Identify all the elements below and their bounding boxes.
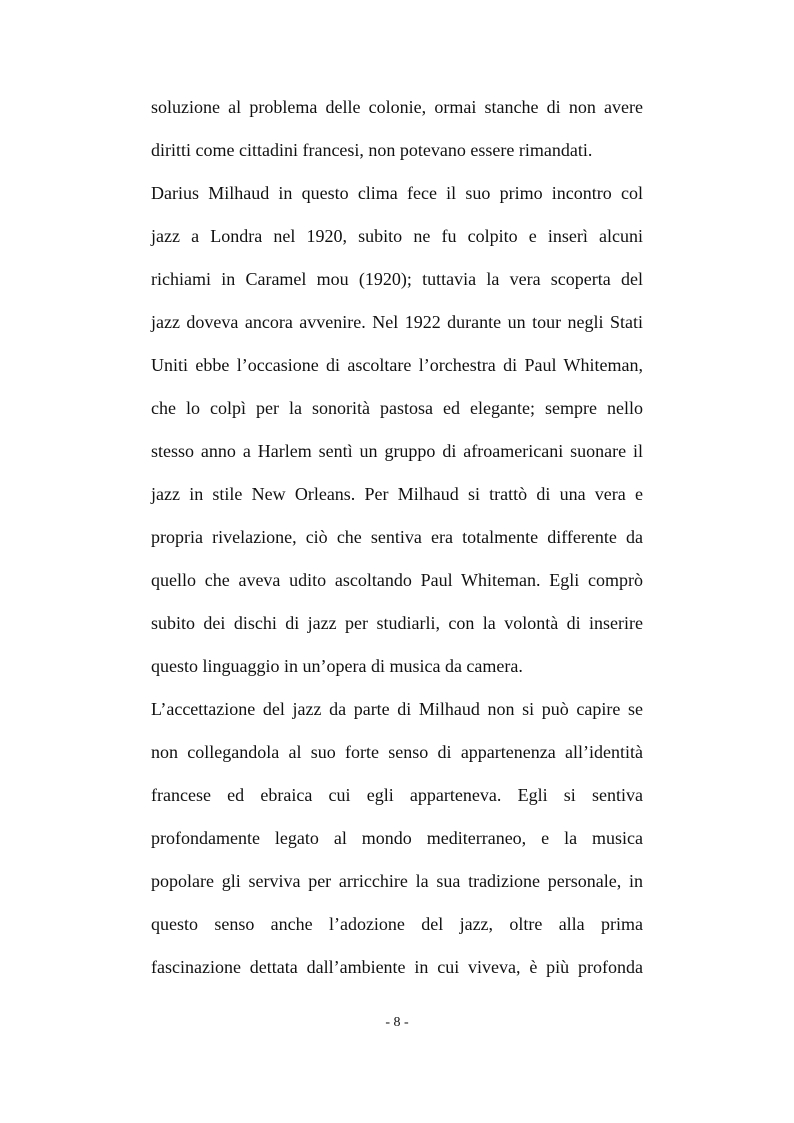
text-line: profondamente legato al mondo mediterraneo, e la musica [151,828,643,848]
text-line: jazz doveva ancora avvenire. Nel 1922 durante un tour negli Stati [151,312,643,332]
text-line: che lo colpì per la sonorità pastosa ed elegante; sempre nello [151,398,643,418]
text-line: fascinazione dettata dall’ambiente in cui viveva, è più profonda [151,957,643,977]
text-line: popolare gli serviva per arricchire la sua tradizione personale, in [151,871,643,891]
text-line: questo senso anche l’adozione del jazz, oltre alla prima [151,914,643,934]
text-line: soluzione al problema delle colonie, ormai stanche di non avere [151,97,643,117]
text-line: Darius Milhaud in questo clima fece il suo primo incontro col [151,183,643,203]
page-number: - 8 - [385,1015,409,1030]
text-line: jazz a Londra nel 1920, subito ne fu colpito e inserì alcuni [151,226,643,246]
text-line: stesso anno a Harlem sentì un gruppo di afroamericani suonare il [151,441,643,461]
text-line: quello che aveva udito ascoltando Paul Whiteman. Egli comprò [151,570,643,590]
text-line: jazz in stile New Orleans. Per Milhaud si trattò di una vera e [151,484,643,504]
text-line: non collegandola al suo forte senso di appartenenza all’identità [151,742,643,762]
text-line: Uniti ebbe l’occasione di ascoltare l’orchestra di Paul Whiteman, [151,355,643,375]
text-line: francese ed ebraica cui egli apparteneva. Egli si sentiva [151,785,643,805]
text-line: questo linguaggio in un’opera di musica da camera. [151,656,523,676]
text-line: L’accettazione del jazz da parte di Milhaud non si può capire se [151,699,643,719]
text-line: diritti come cittadini francesi, non potevano essere rimandati. [151,140,593,160]
body-text [151,86,643,989]
text-line: propria rivelazione, ciò che sentiva era totalmente differente da [151,527,643,547]
text-line: richiami in Caramel mou (1920); tuttavia la vera scoperta del [151,269,643,289]
text-line: subito dei dischi di jazz per studiarli, con la volontà di inserire [151,613,643,633]
